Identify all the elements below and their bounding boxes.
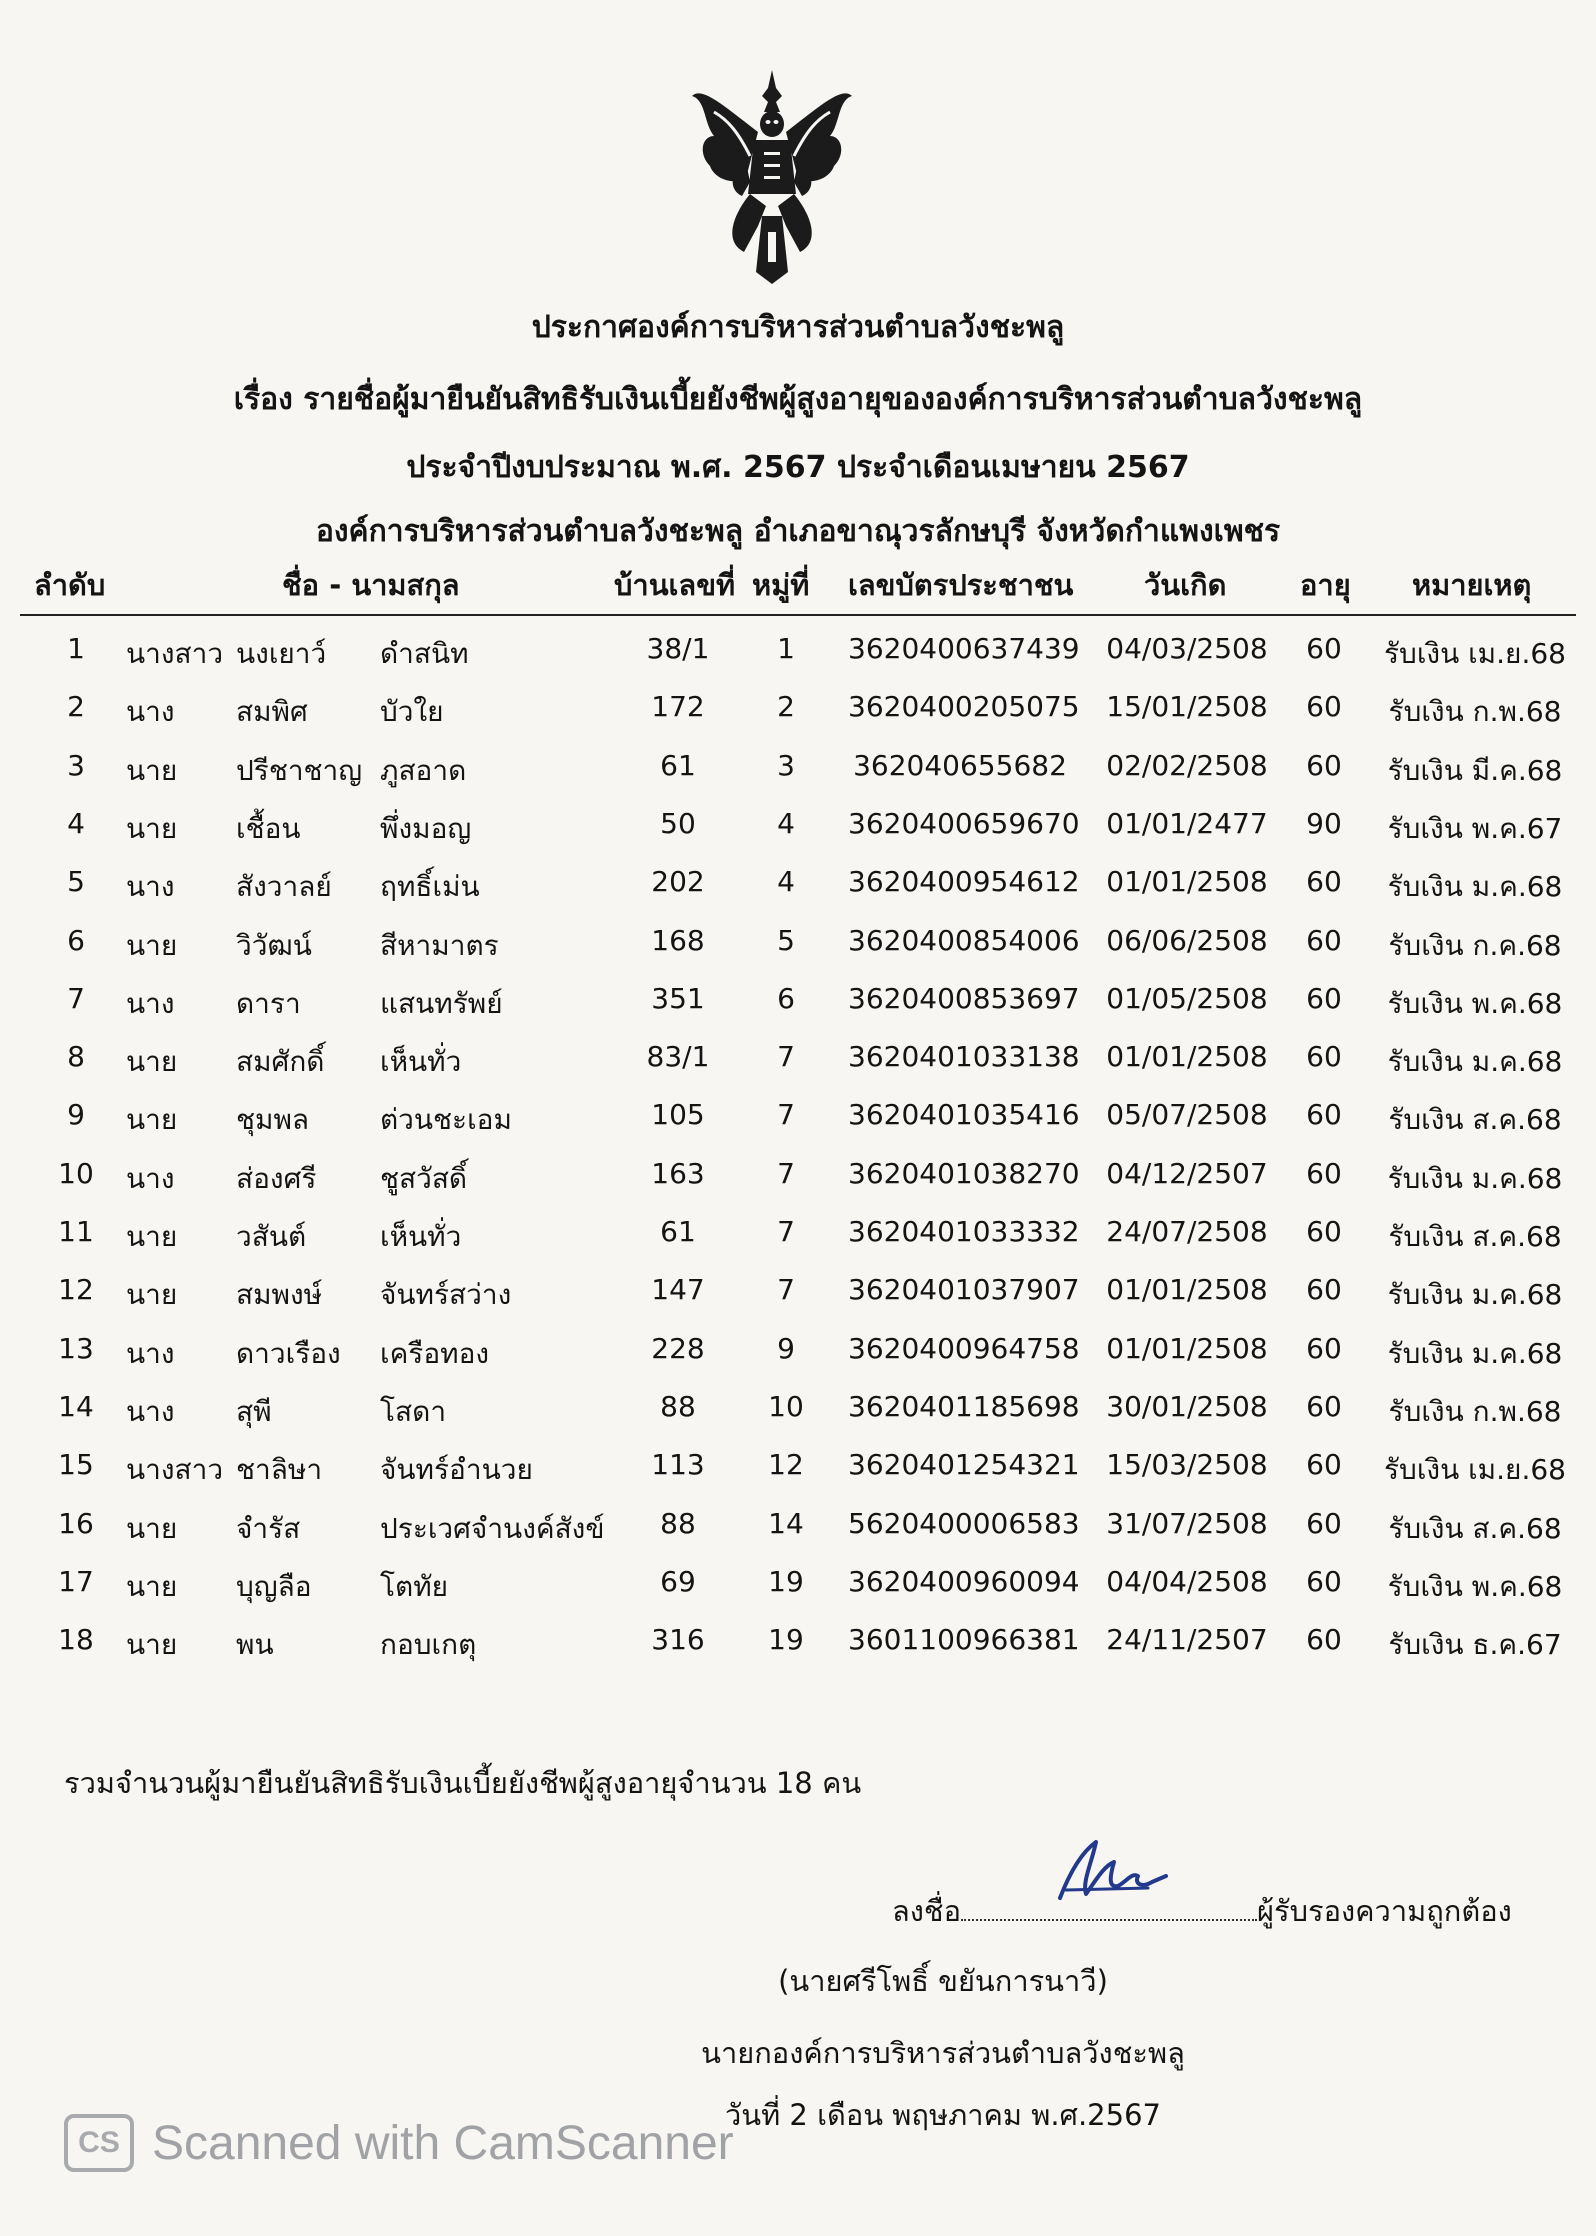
cell-house-no: 69 [660, 1564, 696, 1598]
col-header-dob: วันเกิด [1144, 568, 1227, 602]
cell-first-name: ชาลิษา [236, 1453, 323, 1487]
table-row [0, 1497, 1596, 1555]
cell-moo: 12 [768, 1448, 804, 1482]
cell-age: 60 [1306, 1040, 1342, 1074]
cell-birth-date: 01/01/2477 [1106, 806, 1268, 840]
cell-house-no: 316 [651, 1623, 705, 1657]
cell-last-name: ชูสวัสดิ์ [380, 1161, 468, 1195]
cell-no: 16 [58, 1506, 94, 1540]
cell-age: 60 [1306, 748, 1342, 782]
cell-house-no: 83/1 [646, 1040, 710, 1074]
signature-line [892, 1888, 1512, 1934]
table-row [0, 1380, 1596, 1438]
cell-no: 1 [67, 632, 85, 665]
cell-age: 60 [1306, 1623, 1342, 1657]
cell-note: รับเงิน ธ.ค.67 [1388, 1628, 1562, 1662]
cell-last-name: เห็นทั่ว [380, 1045, 462, 1079]
table-row [0, 1438, 1596, 1496]
table-row [0, 855, 1596, 913]
cell-prefix: นาย [126, 1045, 178, 1079]
table-row [0, 1030, 1596, 1088]
cell-no: 3 [67, 748, 85, 782]
cell-moo: 4 [777, 865, 795, 899]
cell-birth-date: 15/03/2508 [1106, 1448, 1268, 1482]
table-row [0, 1205, 1596, 1263]
table-row [0, 1088, 1596, 1146]
camscanner-watermark [64, 2112, 734, 2174]
cell-citizen-id: 3601100966381 [848, 1623, 1080, 1657]
cell-last-name: เครือทอง [380, 1336, 490, 1370]
cell-age: 60 [1306, 865, 1342, 899]
handwritten-signature-icon [1052, 1832, 1174, 1908]
cell-prefix: นาง [126, 1161, 175, 1195]
cell-note: รับเงิน ม.ค.68 [1387, 1045, 1563, 1079]
fiscal-period: ประจำปีงบประมาณ พ.ศ. 2567 ประจำเดือนเมษายน 2567 [406, 450, 1190, 485]
cell-note: รับเงิน ส.ค.68 [1388, 1511, 1562, 1545]
cell-house-no: 147 [651, 1273, 705, 1307]
cell-last-name: โตทัย [380, 1569, 449, 1603]
cell-moo: 2 [777, 690, 795, 724]
cell-last-name: ภูสอาด [380, 753, 467, 787]
cell-citizen-id: 3620400954612 [848, 865, 1080, 899]
cell-birth-date: 02/02/2508 [1106, 748, 1268, 782]
cell-citizen-id: 3620401033138 [848, 1040, 1080, 1074]
cell-age: 60 [1306, 923, 1342, 957]
col-header-id: เลขบัตรประชาชน [848, 568, 1074, 602]
cell-birth-date: 24/11/2507 [1106, 1623, 1268, 1657]
cell-note: รับเงิน ม.ค.68 [1387, 1161, 1563, 1195]
announcement-subject: เรื่อง รายชื่อผู้มายืนยันสิทธิรับเงินเบี้ยยังชีพผู้สูงอายุขององค์การบริหารส่วนตำบลวังชะพลู [233, 382, 1363, 417]
cell-no: 8 [67, 1040, 85, 1074]
cell-prefix: นาง [126, 1336, 175, 1370]
cell-note: รับเงิน พ.ค.68 [1387, 1569, 1563, 1603]
cell-moo: 7 [777, 1156, 795, 1190]
cell-house-no: 105 [651, 1098, 705, 1132]
cell-house-no: 163 [651, 1156, 705, 1190]
signer-name: (นายศรีโพธิ์ ขยันการนาวี) [778, 1964, 1108, 1998]
cell-citizen-id: 3620400853697 [848, 981, 1080, 1015]
cell-moo: 7 [777, 1098, 795, 1132]
cell-citizen-id: 3620400205075 [848, 690, 1080, 724]
cell-note: รับเงิน เม.ย.68 [1384, 1453, 1566, 1487]
cell-age: 60 [1306, 1331, 1342, 1365]
cell-prefix: นาย [126, 1511, 178, 1545]
table-row [0, 622, 1596, 680]
cell-note: รับเงิน เม.ย.68 [1384, 637, 1566, 670]
cell-note: รับเงิน ม.ค.68 [1387, 1336, 1563, 1370]
announcement-title: ประกาศองค์การบริหารส่วนตำบลวังชะพลู [531, 310, 1065, 345]
cell-no: 17 [58, 1564, 94, 1598]
cell-last-name: พึ่งมอญ [380, 811, 472, 845]
cell-first-name: สมพิศ [236, 695, 308, 729]
col-header-age: อายุ [1300, 568, 1351, 602]
cell-no: 15 [58, 1448, 94, 1482]
cell-no: 7 [67, 981, 85, 1015]
cell-citizen-id: 362040655682 [853, 748, 1067, 782]
cell-house-no: 351 [651, 981, 705, 1015]
cell-last-name: จันทร์อำนวย [380, 1453, 533, 1487]
cell-last-name: แสนทรัพย์ [380, 986, 503, 1020]
cell-first-name: พน [236, 1628, 274, 1662]
cell-no: 18 [58, 1623, 94, 1657]
signed-date: วันที่ 2 เดือน พฤษภาคม พ.ศ.2567 [724, 2098, 1161, 2132]
col-header-no: ลำดับ [34, 568, 106, 602]
col-header-note: หมายเหตุ [1412, 568, 1532, 602]
cell-citizen-id: 3620401035416 [848, 1098, 1080, 1132]
cell-moo: 19 [768, 1623, 804, 1657]
cell-house-no: 172 [651, 690, 705, 724]
cell-moo: 6 [777, 981, 795, 1015]
cell-no: 9 [67, 1098, 85, 1132]
cell-first-name: บุญลือ [236, 1569, 312, 1603]
cell-prefix: นาย [126, 1103, 178, 1137]
header-divider [20, 614, 1576, 616]
cell-first-name: สมพงษ์ [236, 1278, 323, 1312]
cell-citizen-id: 3620401185698 [848, 1389, 1080, 1423]
cell-no: 12 [58, 1273, 94, 1307]
cell-moo: 5 [777, 923, 795, 957]
cell-house-no: 61 [660, 748, 696, 782]
cell-last-name: จันทร์สว่าง [380, 1278, 512, 1312]
cell-moo: 7 [777, 1215, 795, 1248]
cell-house-no: 88 [660, 1389, 696, 1423]
cell-last-name: ดำสนิท [380, 637, 469, 670]
cell-moo: 9 [777, 1331, 795, 1365]
cell-no: 6 [67, 923, 85, 957]
cell-birth-date: 15/01/2508 [1106, 690, 1268, 724]
cell-moo: 3 [777, 748, 795, 782]
signature-prefix: ลงชื่อ [892, 1894, 962, 1928]
cell-prefix: นาย [126, 928, 178, 962]
cell-prefix: นาย [126, 811, 178, 845]
cell-house-no: 168 [651, 923, 705, 957]
col-header-moo: หมู่ที่ [752, 568, 810, 602]
cell-no: 10 [58, 1156, 94, 1190]
cell-first-name: สังวาลย์ [236, 870, 332, 904]
cell-birth-date: 01/01/2508 [1106, 1273, 1268, 1307]
cell-no: 11 [58, 1215, 94, 1248]
cell-house-no: 202 [651, 865, 705, 899]
cell-prefix: นาง [126, 1394, 175, 1428]
cell-house-no: 228 [651, 1331, 705, 1365]
cell-birth-date: 01/01/2508 [1106, 1040, 1268, 1074]
cell-last-name: โสดา [380, 1394, 447, 1428]
cell-first-name: วิวัฒน์ [236, 928, 312, 962]
cell-citizen-id: 5620400006583 [848, 1506, 1080, 1540]
cell-citizen-id: 3620400960094 [848, 1564, 1080, 1598]
cell-first-name: ชุมพล [236, 1103, 310, 1137]
cell-citizen-id: 3620401254321 [848, 1448, 1080, 1482]
cell-moo: 7 [777, 1040, 795, 1074]
cell-prefix: นาย [126, 1220, 178, 1253]
cell-moo: 7 [777, 1273, 795, 1307]
cell-last-name: ประเวศจำนงค์สังข์ [380, 1511, 605, 1545]
cell-birth-date: 04/12/2507 [1106, 1156, 1268, 1190]
cell-age: 60 [1306, 1098, 1342, 1132]
cell-birth-date: 05/07/2508 [1106, 1098, 1268, 1132]
cell-citizen-id: 3620401037907 [848, 1273, 1080, 1307]
cell-age: 60 [1306, 1215, 1342, 1248]
cell-birth-date: 01/01/2508 [1106, 1331, 1268, 1365]
cell-birth-date: 24/07/2508 [1106, 1215, 1268, 1248]
cell-first-name: ปรีชาชาญ [236, 753, 363, 787]
signer-position: นายกองค์การบริหารส่วนตำบลวังชะพลู [701, 2036, 1185, 2070]
cell-age: 60 [1306, 1273, 1342, 1307]
cell-age: 60 [1306, 1156, 1342, 1190]
cell-age: 60 [1306, 632, 1342, 665]
cell-prefix: นาย [126, 1628, 178, 1662]
cell-age: 90 [1306, 806, 1342, 840]
cell-no: 5 [67, 865, 85, 899]
signature-suffix: ผู้รับรองความถูกต้อง [1257, 1894, 1512, 1928]
cell-last-name: กอบเกตุ [380, 1628, 477, 1662]
cell-first-name: ดารา [236, 986, 301, 1020]
cell-house-no: 113 [651, 1448, 705, 1482]
cell-citizen-id: 3620400964758 [848, 1331, 1080, 1365]
cell-moo: 19 [768, 1564, 804, 1598]
cell-last-name: ต่วนชะเอม [380, 1103, 512, 1137]
cell-birth-date: 31/07/2508 [1106, 1506, 1268, 1540]
cell-first-name: สุพี [236, 1394, 272, 1428]
cell-citizen-id: 3620400637439 [848, 632, 1080, 665]
cell-last-name: เห็นทั่ว [380, 1220, 462, 1253]
cell-birth-date: 06/06/2508 [1106, 923, 1268, 957]
cell-age: 60 [1306, 981, 1342, 1015]
cell-citizen-id: 3620401033332 [848, 1215, 1080, 1248]
cell-note: รับเงิน ก.พ.68 [1388, 1394, 1562, 1428]
cell-first-name: สมศักดิ์ [236, 1045, 325, 1079]
cell-age: 60 [1306, 690, 1342, 724]
cell-no: 14 [58, 1389, 94, 1423]
cell-prefix: นาง [126, 870, 175, 904]
table-row [0, 797, 1596, 855]
cell-prefix: นาย [126, 753, 178, 787]
cell-age: 60 [1306, 1448, 1342, 1482]
cell-citizen-id: 3620401038270 [848, 1156, 1080, 1190]
cell-first-name: นงเยาว์ [236, 637, 327, 670]
cell-birth-date: 04/03/2508 [1106, 632, 1268, 665]
cell-note: รับเงิน ก.พ.68 [1388, 695, 1562, 729]
cell-prefix: นาย [126, 1278, 178, 1312]
cell-moo: 4 [777, 806, 795, 840]
cell-age: 60 [1306, 1506, 1342, 1540]
cell-house-no: 61 [660, 1215, 696, 1248]
cell-note: รับเงิน ม.ค.68 [1387, 870, 1563, 904]
summary-total: รวมจำนวนผู้มายืนยันสิทธิรับเงินเบี้ยยังชีพผู้สูงอายุจำนวน 18 คน [64, 1766, 862, 1800]
table-row [0, 1147, 1596, 1205]
cell-first-name: ส่องศรี [236, 1161, 317, 1195]
cell-house-no: 38/1 [646, 632, 710, 665]
cell-prefix: นางสาว [126, 637, 224, 670]
table-row [0, 972, 1596, 1030]
cell-last-name: ฤทธิ์เม่น [380, 870, 480, 904]
cell-first-name: เชื้อน [236, 811, 301, 845]
table-row [0, 914, 1596, 972]
garuda-emblem-icon [684, 66, 860, 286]
table-row [0, 680, 1596, 738]
cell-last-name: สีหามาตร [380, 928, 499, 962]
organization-location: องค์การบริหารส่วนตำบลวังชะพลู อำเภอขาณุวรลักษบุรี จังหวัดกำแพงเพชร [315, 514, 1281, 549]
cell-note: รับเงิน มี.ค.68 [1387, 753, 1563, 787]
col-header-name: ชื่อ - นามสกุล [282, 568, 460, 602]
cell-citizen-id: 3620400854006 [848, 923, 1080, 957]
camscanner-logo-icon: CS [64, 2114, 134, 2172]
cell-prefix: นางสาว [126, 1453, 224, 1487]
table-row [0, 1555, 1596, 1613]
watermark-text: Scanned with CamScanner [152, 2116, 734, 2170]
col-header-house: บ้านเลขที่ [614, 568, 736, 602]
cell-note: รับเงิน ม.ค.68 [1387, 1278, 1563, 1312]
cell-note: รับเงิน พ.ค.67 [1387, 811, 1563, 845]
cell-birth-date: 30/01/2508 [1106, 1389, 1268, 1423]
cell-house-no: 50 [660, 806, 696, 840]
cell-birth-date: 01/01/2508 [1106, 865, 1268, 899]
cell-citizen-id: 3620400659670 [848, 806, 1080, 840]
cell-birth-date: 04/04/2508 [1106, 1564, 1268, 1598]
cell-no: 2 [67, 690, 85, 724]
cell-first-name: จำรัส [236, 1511, 301, 1545]
cell-moo: 1 [777, 632, 795, 665]
cell-age: 60 [1306, 1389, 1342, 1423]
cell-no: 13 [58, 1331, 94, 1365]
cell-last-name: บัวใย [380, 695, 444, 729]
table-row [0, 739, 1596, 797]
table-row [0, 1263, 1596, 1321]
cell-prefix: นาง [126, 695, 175, 729]
cell-prefix: นาย [126, 1569, 178, 1603]
cell-note: รับเงิน ส.ค.68 [1388, 1220, 1562, 1253]
cell-note: รับเงิน ก.ค.68 [1388, 928, 1562, 962]
cell-no: 4 [67, 806, 85, 840]
cell-prefix: นาง [126, 986, 175, 1020]
cell-age: 60 [1306, 1564, 1342, 1598]
cell-house-no: 88 [660, 1506, 696, 1540]
cell-note: รับเงิน ส.ค.68 [1388, 1103, 1562, 1137]
cell-moo: 10 [768, 1389, 804, 1423]
cell-first-name: ดาวเรือง [236, 1336, 341, 1370]
cell-note: รับเงิน พ.ค.68 [1387, 986, 1563, 1020]
cell-birth-date: 01/05/2508 [1106, 981, 1268, 1015]
cell-moo: 14 [768, 1506, 804, 1540]
table-row [0, 1322, 1596, 1380]
table-row [0, 1613, 1596, 1671]
cell-first-name: วสันต์ [236, 1220, 307, 1253]
